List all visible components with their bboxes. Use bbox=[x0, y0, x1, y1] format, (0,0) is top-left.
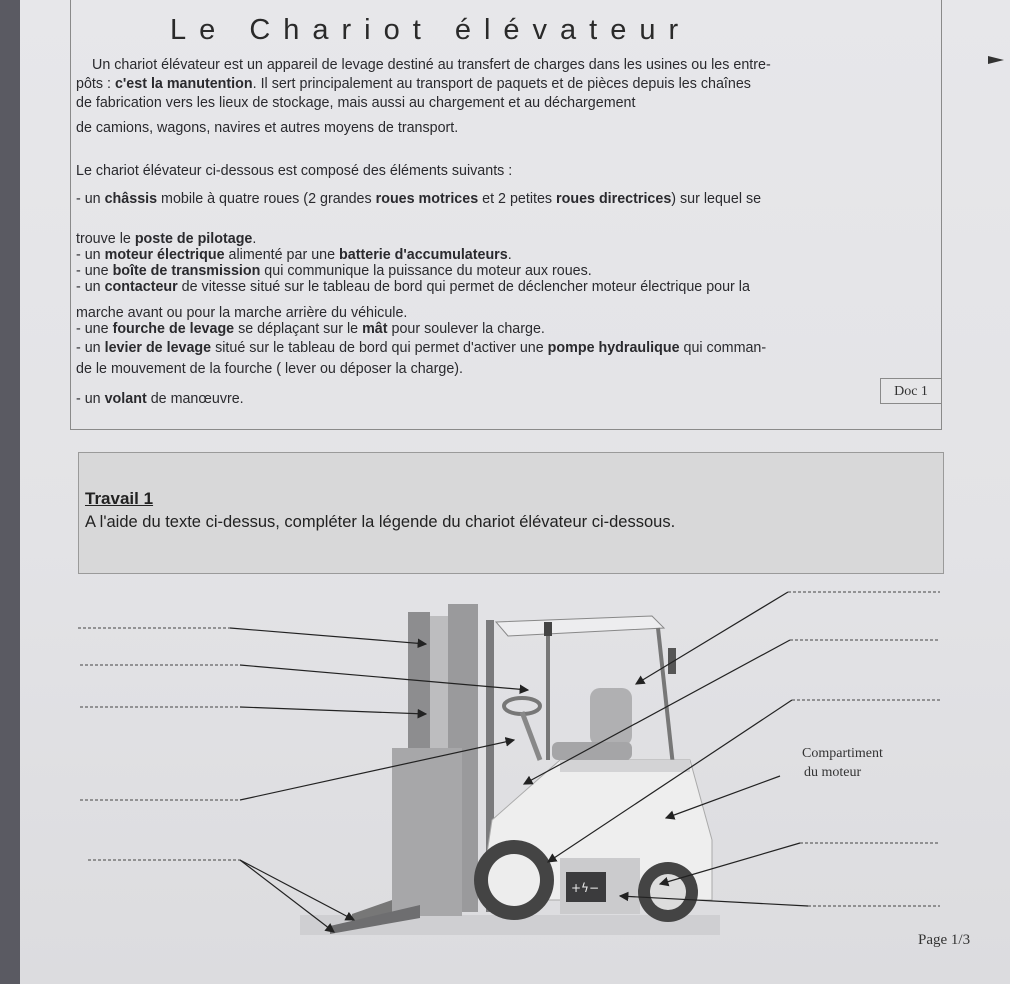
item-contacteur: - un contacteur de vitesse situé sur le tableau de bord qui permet de déclencher moteur électrique pour la bbox=[76, 279, 750, 295]
leader-line bbox=[240, 860, 354, 920]
task-box bbox=[78, 452, 944, 574]
item-fourche: - une fourche de levage se déplaçant sur le mât pour soulever la charge. bbox=[76, 321, 545, 337]
item-levier-cont: de le mouvement de la fourche ( lever ou déposer la charge). bbox=[76, 361, 464, 377]
edge-arrow-icon bbox=[986, 50, 1006, 70]
motor-compartment-label: Compartiment du moteur bbox=[802, 746, 883, 780]
svg-text:+ϟ−: +ϟ− bbox=[571, 881, 600, 895]
leader-line bbox=[240, 860, 334, 932]
document-title: Le Chariot élévateur bbox=[170, 14, 692, 46]
item-chassis: - un châssis mobile à quatre roues (2 grandes roues motrices et 2 petites roues directrices) sur lequel se bbox=[76, 191, 762, 207]
paragraph-line: pôts : c'est la manutention. Il sert principalement au transport de paquets et de pièces depuis les chaînes bbox=[76, 76, 751, 92]
item-contacteur-cont: marche avant ou pour la marche arrière du véhicule. bbox=[76, 305, 408, 321]
item-levier: - un levier de levage situé sur le tableau de bord qui permet d'activer une pompe hydraulique qui comman- bbox=[76, 340, 767, 356]
task-instruction: A l'aide du texte ci-dessus, compléter la légende du chariot élévateur ci-dessous. bbox=[85, 513, 676, 531]
item-boite: - une boîte de transmission qui communique la puissance du moteur aux roues. bbox=[76, 263, 592, 279]
paragraph-line: de fabrication vers les lieux de stockage, mais aussi au chargement et au déchargement bbox=[76, 95, 636, 111]
item-chassis-cont: trouve le poste de pilotage. bbox=[76, 231, 257, 247]
intro-line: Le chariot élévateur ci-dessous est composé des éléments suivants : bbox=[76, 163, 513, 179]
leader-line bbox=[230, 628, 426, 644]
forklift-drawing bbox=[300, 604, 720, 935]
page-number: Page 1/3 bbox=[918, 932, 971, 948]
legend-blanks-left bbox=[78, 628, 240, 860]
item-moteur: - un moteur électrique alimenté par une batterie d'accumulateurs. bbox=[76, 247, 512, 263]
paragraph-line: de camions, wagons, navires et autres moyens de transport. bbox=[76, 120, 459, 136]
leader-line bbox=[240, 665, 528, 690]
item-volant: - un volant de manœuvre. bbox=[76, 391, 244, 407]
leader-line bbox=[240, 707, 426, 714]
paragraph-line: Un chariot élévateur est un appareil de levage destiné au transfert de charges dans les usines ou les entre- bbox=[92, 57, 771, 73]
task-title: Travail 1 bbox=[85, 489, 154, 508]
doc-label: Doc 1 bbox=[880, 378, 942, 404]
